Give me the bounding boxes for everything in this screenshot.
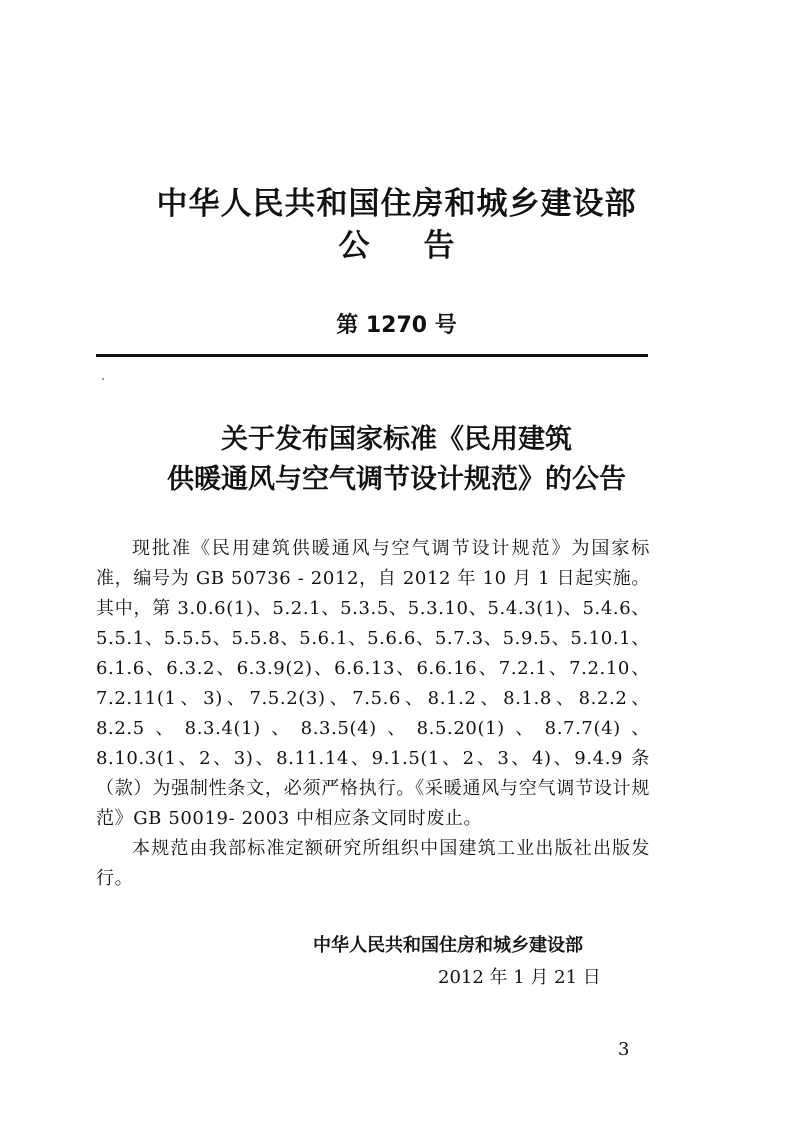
announcement-title-line-1: 关于发布国家标准《民用建筑 xyxy=(221,424,572,455)
notice-heading: 公告 xyxy=(338,228,509,264)
notice-number: 第 1270 号 xyxy=(336,313,457,338)
signature-organization: 中华人民共和国住房和城乡建设部 xyxy=(313,935,583,956)
announcement-title-line-2: 供暖通风与空气调节设计规范》的公告 xyxy=(167,464,626,495)
ministry-title: 中华人民共和国住房和城乡建设部 xyxy=(156,186,637,222)
body-paragraph-2: 本规范由我部标准定额研究所组织中国建筑工业出版社出版发行。 xyxy=(96,838,650,889)
announcement-body xyxy=(96,534,650,894)
body-paragraph-1: 现批准《民用建筑供暖通风与空气调节设计规范》为国家标准，编号为 GB 50736 - 2012，自 2012 年 10 月 1 日起实施。其中，第 3.0.6(1)、5.2.1、5.3.5、5.3.10、5.4.3(1)、5.4.6、5.5.1、5.5.5、5.5.8、5.6.1、5.6.6、5.7.3、5.9.5、5.10.1、6.1.6、6.3.2、6.3.9(2)、6.6.13、6.6.16、7.2.1、7.2.10、7.2.11(1、3)、7.5.2(3)、7.5.6、8.1.2、8.1.8、8.2.2、8.2.5、8.3.4(1)、8.3.5(4)、8.5.20(1)、8.7.7(4)、8.10.3(1、2、3)、8.11.14、9.1.5(1、2、3、4)、9.4.9 条（款）为强制性条文，必须严格执行。《采暖通风与空气调节设计规范》GB 50019- 2003 中相应条文同时废止。 xyxy=(96,538,650,829)
scan-speck xyxy=(102,378,104,380)
signature-date: 2012 年 1 月 21 日 xyxy=(438,967,601,988)
header-divider xyxy=(96,354,648,357)
page-number: 3 xyxy=(618,1039,630,1060)
announcement-title xyxy=(0,420,793,500)
